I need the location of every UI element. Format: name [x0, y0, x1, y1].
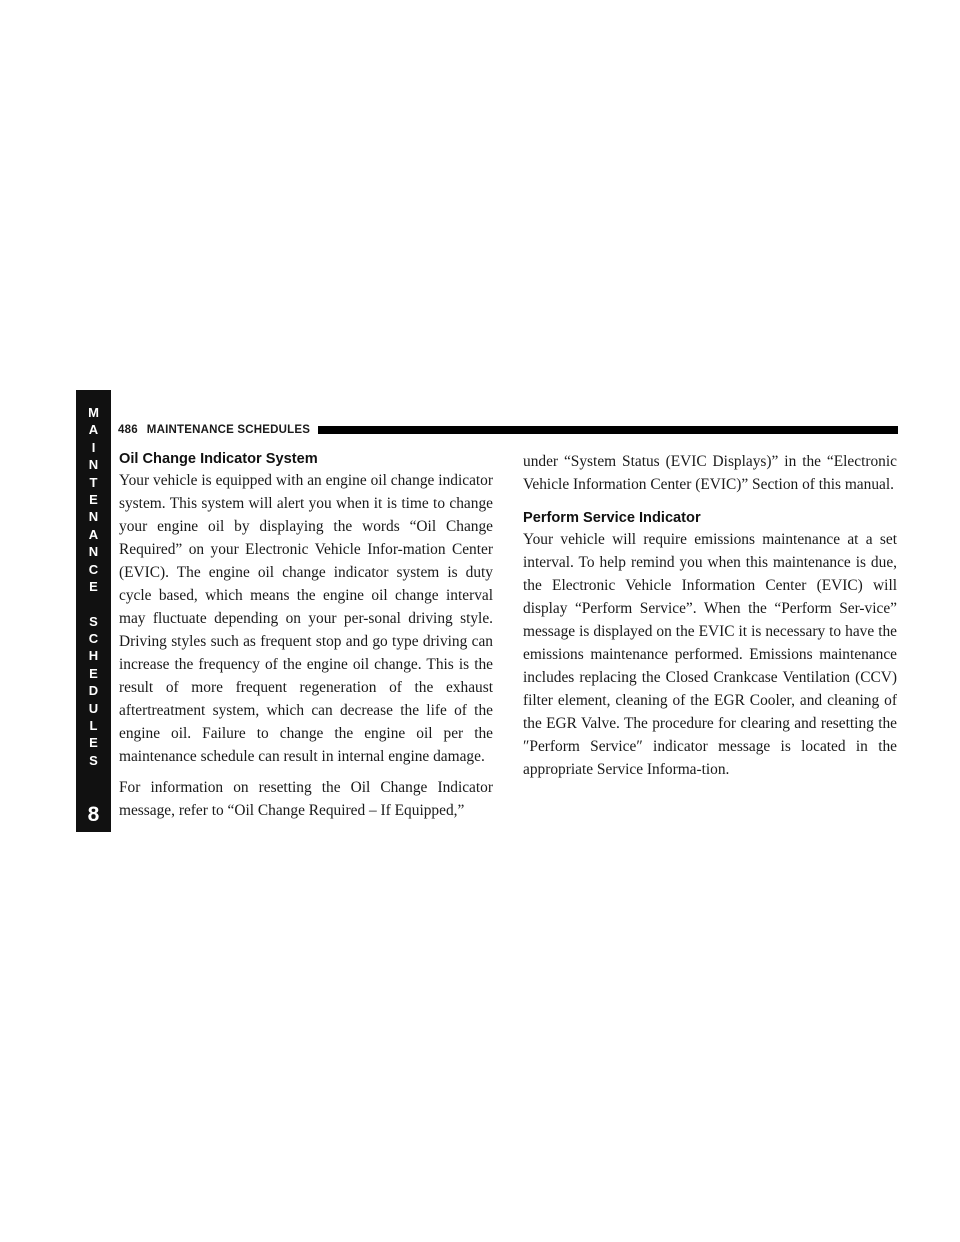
side-tab-letter: I [91, 439, 96, 455]
side-tab-letter: N [88, 457, 99, 473]
header-rule [318, 426, 898, 434]
side-tab-letter: T [89, 474, 98, 490]
side-tab-letter: A [88, 422, 99, 438]
side-tab-letter: N [88, 509, 99, 525]
left-column [119, 450, 493, 822]
side-tab-letter: D [88, 683, 99, 699]
side-tab-letter: M [88, 405, 99, 420]
side-tab-letter: S [89, 613, 98, 629]
side-tab-letters [76, 390, 111, 769]
oil-change-heading: Oil Change Indicator System [119, 451, 318, 467]
oil-change-paragraph-2: For information on resetting the Oil Change Indicator message, refer to “Oil Change Required – If Equipped,” [119, 779, 493, 819]
chapter-number: 8 [87, 803, 100, 826]
running-header [118, 420, 898, 440]
side-tab-letter: E [89, 665, 98, 681]
side-tab-letter: E [89, 578, 98, 594]
side-tab-letter: U [88, 700, 99, 716]
right-column [523, 450, 897, 781]
side-tab-letter: E [89, 735, 98, 751]
side-tab-letter: A [88, 526, 99, 542]
side-tab-letter: C [88, 631, 99, 647]
oil-change-paragraph-2-continued: under “System Status (EVIC Displays)” in the “Electronic Vehicle Information Center (EVIC)” Section of this manual. [523, 453, 897, 493]
side-tab-letter: C [88, 561, 99, 577]
oil-change-paragraph-1: Your vehicle is equipped with an engine oil change indicator system. This system will alert you when it is time to change your engine oil by displaying the words “Oil Change Required” on your Electronic Vehicle Infor-mation Center (EVIC). The engine oil change indicator system is duty cycle based, which means the engine oil change interval may fluctuate depending on your per-sonal driving style. Driving styles such as frequent stop and go type driving can increase the frequency of the engine oil change. This is the result of more frequent regeneration of the exhaust aftertreatment system, which can decrease the life of the engine oil. Failure to change the engine oil per the maintenance schedule can result in internal engine damage. [119, 472, 493, 765]
section-title: MAINTENANCE SCHEDULES [146, 424, 311, 436]
section-gap [523, 496, 897, 509]
chapter-side-tab [76, 390, 111, 832]
side-tab-letter: H [88, 648, 99, 664]
side-tab-letter: E [89, 491, 98, 507]
perform-service-heading: Perform Service Indicator [523, 510, 701, 526]
page-number: 486 [118, 424, 138, 436]
perform-service-paragraph: Your vehicle will require emissions maintenance at a set interval. To help remind you when this maintenance is due, the Electronic Vehicle Information Center (EVIC) will display “Perform Service”. When the “Perform Ser-vice” message is displayed on the EVIC it is necessary to have the emissions maintenance performed. Emissions maintenance includes replacing the Closed Crankcase Ventilation (CCV) filter element, cleaning of the EGR Cooler, and cleaning of the EGR Valve. The procedure for clearing and resetting the ″Perform Service″ indicator message is located in the appropriate Service Informa-tion. [523, 531, 897, 778]
side-tab-letter: N [88, 544, 99, 560]
side-tab-letter: L [89, 718, 98, 734]
side-tab-spacer [76, 595, 111, 612]
side-tab-letter: S [89, 752, 98, 768]
